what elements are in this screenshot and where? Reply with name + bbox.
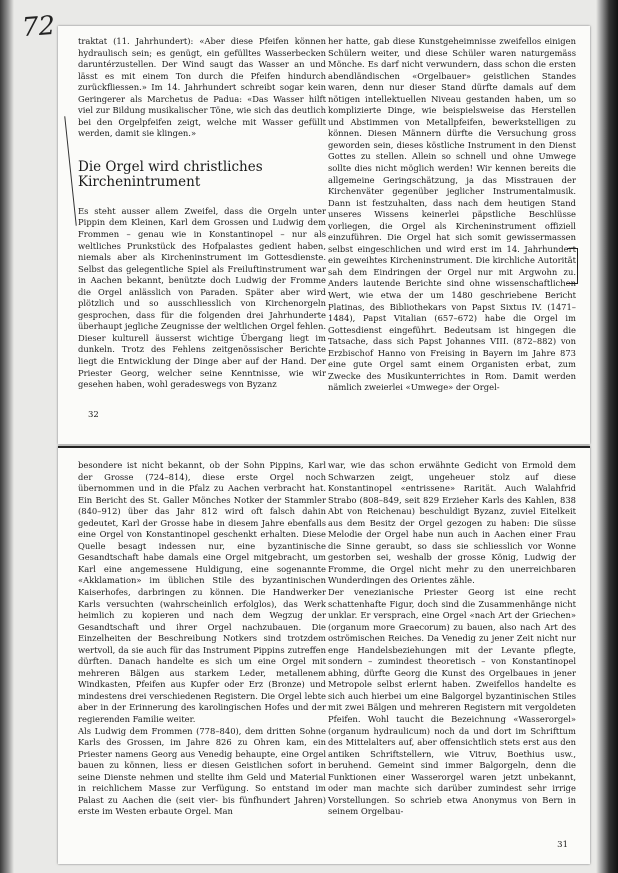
scan-edge-right	[596, 0, 618, 873]
margin-mark	[64, 116, 76, 226]
margin-bracket	[567, 248, 578, 284]
top-right-column	[328, 36, 576, 394]
bottom-page	[58, 446, 590, 864]
page-number: 32	[88, 410, 99, 420]
bottom-left-column	[78, 460, 326, 818]
top-left-column	[78, 36, 326, 391]
handwritten-page-number: 72	[20, 10, 57, 44]
page-number: 31	[557, 840, 568, 850]
paragraph-right-2: Der venezianische Priester Georg ist eine recht schattenhafte Figur, doch sind die Zusammenhänge nicht unklar. Er versprach, eine Orgel «nach Art der Griechen» (organum more Graecorum) zu bauen, also nach Art des oströmischen Reiches. Da Venedig zu jener Zeit nicht nur enge Handelsbeziehungen mit der Levante pflegte, sondern – zumindest theoretisch – von Konstantinopel abhing, dürfte Georg die Kunst des Orgelbaues in jener Metropole selbst erlernt haben. Zweifellos handelte es sich auch hierbei um eine Balgorgel byzantinischen Stiles mit zwei Bälgen und mehreren Registern mit vergoldeten Pfeifen. Wohl taucht die Bezeichnung «Wasserorgel» (organum hydraulicum) noch da und dort im Schrifttum des Mittelalters auf, aber offensichtlich stets erst aus den antiken Schriftstellern, wie Vitruv, Boethius usw., beruhend. Gemeint sind immer Balgorgeln, denn die Funktionen einer Wasserorgel waren jetzt unbekannt, oder man machte sich darüber zumindest sehr irrige Vorstellungen. So schrieb etwa Anonymus von Bern in seinem Orgelbau-	[328, 587, 576, 817]
scan-edge-left	[0, 0, 14, 873]
paragraph-left-1: besondere ist nicht bekannt, ob der Sohn Pippins, Karl der Grosse (724–814), diese erste Orgel noch übernommen und in die Pfalz zu Aachen verbracht hat. Ein Bericht des St. Galler Mönches Notker der Stammler (840–912) über das Jahr 812 wird oft falsch dahin gedeutet, Karl der Grosse habe in diesem Jahre ebenfalls eine Orgel von Konstantinopel geschenkt erhalten. Diese Quelle besagt indessen nur, eine byzantinische Gesandtschaft habe damals eine Orgel mitgebracht, um Karl eine angemessene Huldigung, eine sogenannte «Akklamation» im üblichen Stile des byzantinischen Kaiserhofes, darbringen zu können. Die Handwerker Karls versuchten (wahrscheinlich erfolglos), das Werk heimlich zu kopieren und nach dem Wegzug der Gesandtschaft und ihrer Orgel nachzubauen. Die Einzelheiten der Beschreibung Notkers sind trotzdem wertvoll, da sie auch für das Instrument Pippins zutreffen dürften. Danach handelte es sich um eine Orgel mit mehreren Bälgen aus starkem Leder, metallenem Windkasten, Pfeifen aus Kupfer oder Erz (Bronze) und mindestens drei verschiedenen Registern. Die Orgel lebte aber in der Erinnerung des karolingischen Hofes und der regierenden Familie weiter.	[78, 460, 326, 725]
bottom-right-column	[328, 460, 576, 818]
paragraph-left-2: Als Ludwig dem Frommen (778–840), dem dritten Sohne Karls des Grossen, im Jahre 826 zu Ohren kam, ein Priester namens Georg aus Venedig behaupte, eine Orgel bauen zu können, liess er diesen Geistlichen sofort in seine Dienste nehmen und stellte ihm Geld und Material in reichlichem Masse zur Verfügung. So entstand im Palast zu Aachen die (seit vier- bis fünfhundert Jahren) erste im Westen erbaute Orgel. Man	[78, 725, 326, 817]
top-page	[58, 26, 590, 444]
paragraph-body: Es steht ausser allem Zweifel, dass die Orgeln unter Pippin dem Kleinen, Karl dem Grossen und Ludwig dem Frommen – genau wie in Konstantinopel – nur als weltliches Prunkstück des Hofpalastes gedient haben, niemals aber als Kircheninstrument im Gottesdienste. Selbst das gelegentliche Spiel als Freiluftinstrument war in Aachen bekannt, benützte doch Ludwig der Fromme die Orgel anlässlich von Paraden. Später aber wird plötzlich und so ausschliesslich von Kirchenorgeln gesprochen, dass für die folgenden drei Jahrhunderte überhaupt jegliche Zeugnisse der weltlichen Orgel fehlen. Dieser kulturell äusserst wichtige Übergang liegt im dunkeln. Trotz des Fehlens zeitgenössischer Berichte liegt die Entwicklung der Dinge aber auf der Hand. Der Priester Georg, welcher seine Kenntnisse, wie wir gesehen haben, wohl geradeswegs von Byzanz	[78, 205, 326, 390]
paragraph-right-1: war, wie das schon erwähnte Gedicht von Ermold dem Schwarzen zeigt, ungeheuer stolz auf diese Konstantinopel «entrissene» Rarität. Auch Walahfrid Strabo (808–849, seit 829 Erzieher Karls des Kahlen, 838 Abt von Reichenau) beschuldigt Byzanz, zuviel Eitelkeit aus dem Besitz der Orgel gezogen zu haben: Die süsse Melodie der Orgel habe nun auch in Aachen einer Frau die Sinne geraubt, so dass sie schliesslich vor Wonne gestorben sei, weshalb der grosse König, Ludwig der Fromme, die Orgel nicht mehr zu den unerreichbaren Wunderdingen des Orientes zähle.	[328, 460, 576, 586]
section-heading: Die Orgel wird christliches Kirchenintrument	[78, 158, 263, 190]
paragraph-right: her hatte, gab diese Kunstgeheimnisse zweifellos einigen Schülern weiter, und diese Schüler waren naturgemäss Mönche. Es darf nicht verwundern, dass schon die ersten abendländischen «Orgelbauer» geistlichen Standes waren, denn nur dieser Stand dürfte damals auf dem nötigen intellektuellen Niveau gestanden haben, um so komplizierte Dinge, wie beispielsweise das Herstellen und Abstimmen von Metallpfeifen, bewerkstelligen zu können. Diesen Männern dürfte die Versuchung gross geworden sein, dieses köstliche Instrument in den Dienst Gottes zu stellen. Allein so schnell und ohne Umwege sollte dies nicht möglich werden! Wir kennen bereits die allgemeine Geringschätzung, ja das Misstrauen der Kirchenväter gegenüber jeglicher Instrumentalmusik. Dann ist festzuhalten, dass nach dem heutigen Stand unseres Wissens keinerlei päpstliche Beschlüsse vorliegen, die Orgel als Kircheninstrument offiziell einzuführen. Die Orgel hat sich somit gewissermassen selbst eingeschlichen und wird erst im 14. Jahrhundert ein geweihtes Kircheninstrument. Die kirchliche Autorität sah dem Eindringen der Orgel nur mit Argwohn zu. Anders lautende Berichte sind ohne wissenschaftlichen Wert, wie etwa der um 1480 geschriebene Bericht Platinas, des Bibliothekars von Papst Sixtus IV. (1471–1484), Papst Vitalian (657–672) habe die Orgel im Gottesdienst eingeführt. Bedeutsam ist hingegen die Tatsache, dass sich Papst Johannes VIII. (872–882) von Erzbischof Hanno von Freising in Bayern im Jahre 873 eine gute Orgel samt einem Organisten erbat, zum Zwecke des Musikunterrichtes in Rom. Damit werden nämlich zweierlei «Umwege» der Orgel-	[328, 36, 576, 393]
paragraph-intro: traktat (11. Jahrhundert): «Aber diese Pfeifen können hydraulisch sein; es genügt, ein gefülltes Wasserbecken daruntérzustellen. Der Wind saugt das Wasser an und lässt es mit einem Ton durch die Pfeifen hindurch zurückfliessen.» Im 14. Jahrhundert schreibt sogar kein Geringerer als Marchetus de Padua: «Das Wasser hilft viel zur Bildung musikalischer Töne, wie sich das deutlich bei den Orgelpfeifen zeigt, welche mit Wasser gefüllt werden, damit sie klingen.»	[78, 36, 326, 139]
